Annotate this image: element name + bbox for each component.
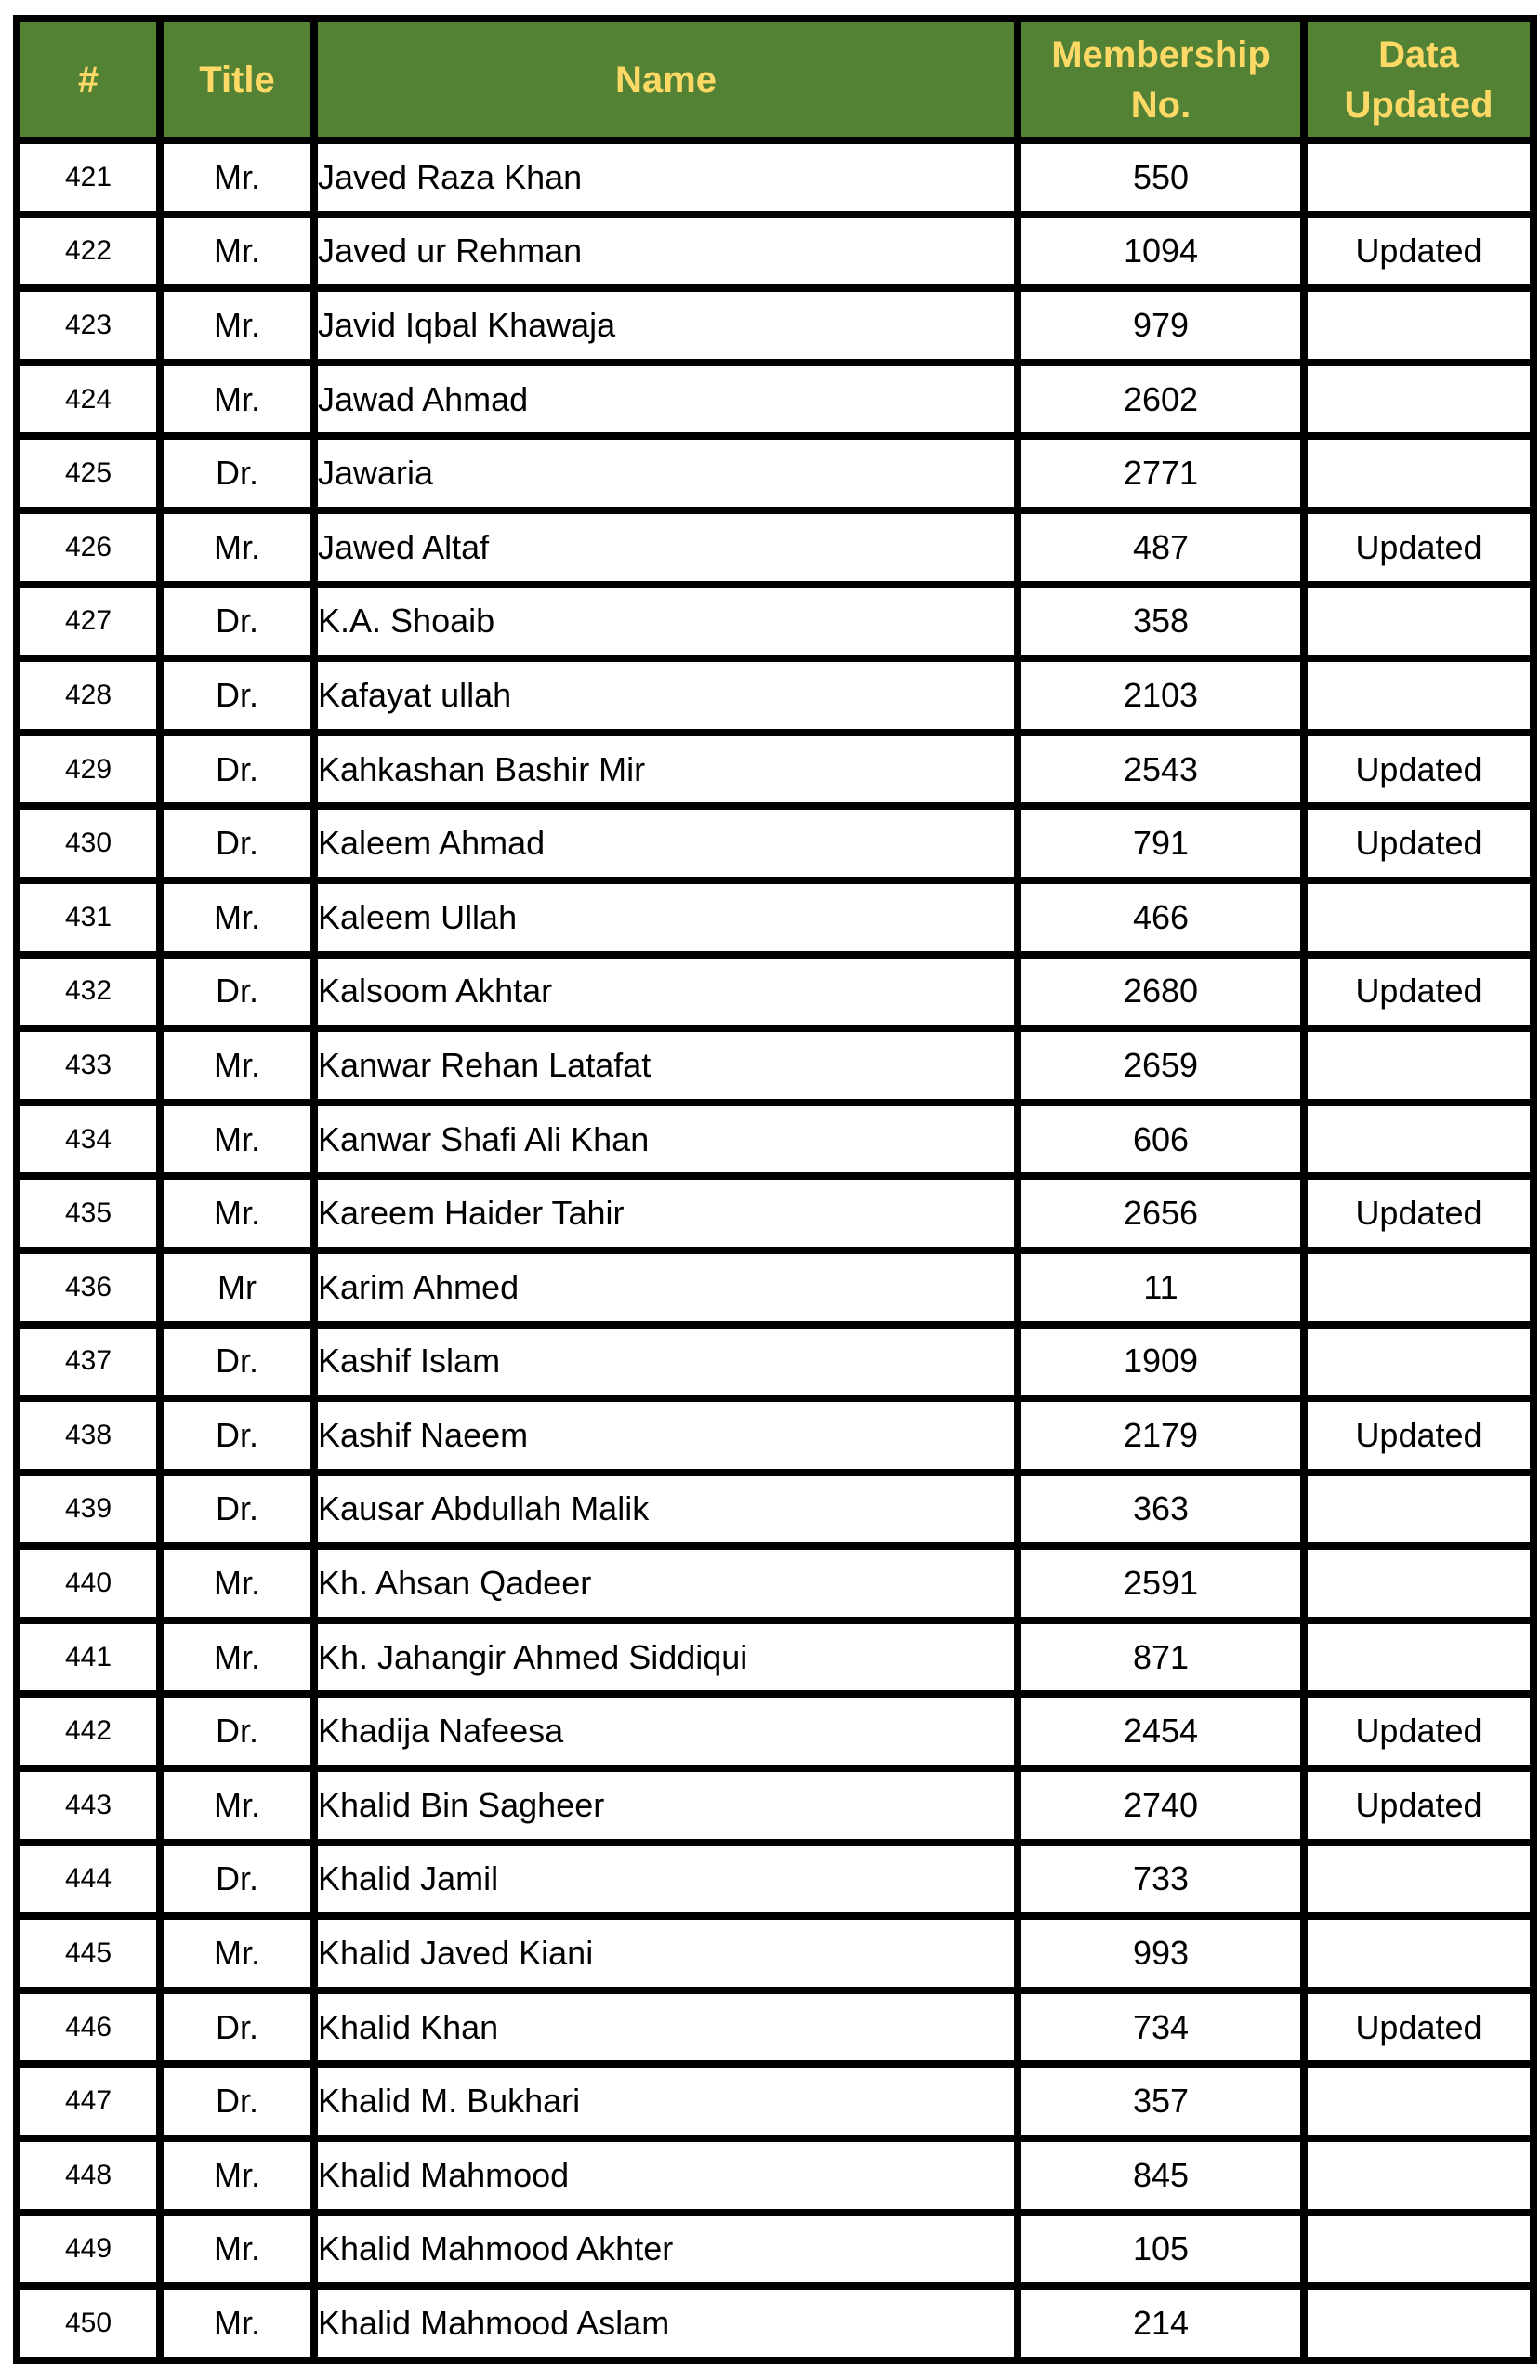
name-cell: Khadija Nafeesa <box>314 1694 1018 1768</box>
table-row <box>17 1990 1533 2065</box>
name-cell: Jawaria <box>314 436 1018 510</box>
row-number-cell: 435 <box>17 1176 160 1250</box>
title-cell: Mr. <box>160 2138 314 2213</box>
data-updated-cell <box>1304 1103 1533 1177</box>
row-number-cell: 434 <box>17 1103 160 1177</box>
name-cell: Kaleem Ullah <box>314 880 1018 955</box>
table-row <box>17 1768 1533 1843</box>
row-number-cell: 442 <box>17 1694 160 1768</box>
table-row <box>17 658 1533 733</box>
title-cell: Dr. <box>160 1325 314 1399</box>
title-cell: Dr. <box>160 1843 314 1917</box>
data-updated-cell <box>1304 363 1533 437</box>
title-cell: Mr. <box>160 1916 314 1990</box>
table-row <box>17 510 1533 585</box>
membership-number-cell: 734 <box>1018 1990 1304 2065</box>
row-number-cell: 441 <box>17 1620 160 1695</box>
data-updated-cell: Updated <box>1304 733 1533 807</box>
data-updated-cell <box>1304 1250 1533 1325</box>
table-row <box>17 1546 1533 1620</box>
membership-number-cell: 2771 <box>1018 436 1304 510</box>
data-updated-cell <box>1304 2138 1533 2213</box>
title-cell: Dr. <box>160 1694 314 1768</box>
title-cell: Mr. <box>160 140 314 215</box>
table-row <box>17 436 1533 510</box>
membership-number-cell: 2680 <box>1018 955 1304 1029</box>
membership-number-cell: 2543 <box>1018 733 1304 807</box>
membership-number-cell: 2656 <box>1018 1176 1304 1250</box>
membership-number-cell: 2454 <box>1018 1694 1304 1768</box>
name-cell: Khalid Mahmood Aslam <box>314 2286 1018 2360</box>
data-updated-cell <box>1304 658 1533 733</box>
table-row <box>17 1028 1533 1103</box>
title-cell: Mr. <box>160 1103 314 1177</box>
membership-number-cell: 2591 <box>1018 1546 1304 1620</box>
name-cell: Javid Iqbal Khawaja <box>314 288 1018 363</box>
members-table <box>13 15 1537 2364</box>
table-row <box>17 1250 1533 1325</box>
data-updated-cell <box>1304 1473 1533 1547</box>
membership-number-cell: 487 <box>1018 510 1304 585</box>
column-header-number <box>17 19 160 140</box>
name-cell: Khalid Bin Sagheer <box>314 1768 1018 1843</box>
table-row <box>17 1103 1533 1177</box>
data-updated-cell <box>1304 288 1533 363</box>
row-number-cell: 433 <box>17 1028 160 1103</box>
row-number-cell: 445 <box>17 1916 160 1990</box>
name-cell: Kausar Abdullah Malik <box>314 1473 1018 1547</box>
data-updated-cell <box>1304 436 1533 510</box>
row-number-cell: 446 <box>17 1990 160 2065</box>
row-number-cell: 428 <box>17 658 160 733</box>
row-number-cell: 425 <box>17 436 160 510</box>
row-number-cell: 438 <box>17 1398 160 1473</box>
name-cell: Kh. Ahsan Qadeer <box>314 1546 1018 1620</box>
row-number-cell: 447 <box>17 2064 160 2138</box>
membership-number-cell: 871 <box>1018 1620 1304 1695</box>
row-number-cell: 421 <box>17 140 160 215</box>
membership-number-cell: 2103 <box>1018 658 1304 733</box>
membership-number-cell: 2659 <box>1018 1028 1304 1103</box>
data-updated-cell: Updated <box>1304 1990 1533 2065</box>
membership-number-cell: 733 <box>1018 1843 1304 1917</box>
table-row <box>17 733 1533 807</box>
table-row <box>17 2064 1533 2138</box>
name-cell: Kareem Haider Tahir <box>314 1176 1018 1250</box>
column-header-name <box>314 19 1018 140</box>
data-updated-cell: Updated <box>1304 955 1533 1029</box>
membership-number-cell: 791 <box>1018 806 1304 880</box>
data-updated-cell <box>1304 1546 1533 1620</box>
title-cell: Dr. <box>160 955 314 1029</box>
title-cell: Mr. <box>160 880 314 955</box>
name-cell: Kh. Jahangir Ahmed Siddiqui <box>314 1620 1018 1695</box>
table-row <box>17 1843 1533 1917</box>
membership-number-cell: 550 <box>1018 140 1304 215</box>
title-cell: Dr. <box>160 1990 314 2065</box>
row-number-cell: 440 <box>17 1546 160 1620</box>
table-row <box>17 1916 1533 1990</box>
name-cell: Kafayat ullah <box>314 658 1018 733</box>
name-cell: Khalid Jamil <box>314 1843 1018 1917</box>
title-cell: Mr. <box>160 1768 314 1843</box>
table-row <box>17 585 1533 659</box>
row-number-cell: 450 <box>17 2286 160 2360</box>
data-updated-cell: Updated <box>1304 1694 1533 1768</box>
title-cell: Mr. <box>160 1028 314 1103</box>
row-number-cell: 431 <box>17 880 160 955</box>
membership-number-cell: 2179 <box>1018 1398 1304 1473</box>
name-cell: Karim Ahmed <box>314 1250 1018 1325</box>
title-cell: Mr. <box>160 2286 314 2360</box>
data-updated-cell: Updated <box>1304 215 1533 289</box>
data-updated-cell: Updated <box>1304 1398 1533 1473</box>
title-cell: Dr. <box>160 2064 314 2138</box>
title-cell: Mr. <box>160 288 314 363</box>
membership-number-cell: 105 <box>1018 2213 1304 2287</box>
table-row <box>17 288 1533 363</box>
membership-number-cell: 1909 <box>1018 1325 1304 1399</box>
data-updated-cell <box>1304 1325 1533 1399</box>
table-row <box>17 1176 1533 1250</box>
data-updated-cell <box>1304 140 1533 215</box>
membership-number-cell: 2602 <box>1018 363 1304 437</box>
membership-number-cell: 845 <box>1018 2138 1304 2213</box>
row-number-cell: 423 <box>17 288 160 363</box>
membership-number-cell: 466 <box>1018 880 1304 955</box>
table-row <box>17 1620 1533 1695</box>
name-cell: Jawed Altaf <box>314 510 1018 585</box>
data-updated-cell <box>1304 2213 1533 2287</box>
membership-number-cell: 606 <box>1018 1103 1304 1177</box>
title-cell: Mr. <box>160 510 314 585</box>
data-updated-cell <box>1304 1028 1533 1103</box>
membership-number-cell: 2740 <box>1018 1768 1304 1843</box>
name-cell: Kalsoom Akhtar <box>314 955 1018 1029</box>
membership-number-cell: 357 <box>1018 2064 1304 2138</box>
row-number-cell: 432 <box>17 955 160 1029</box>
header-name-label: Name <box>615 59 717 100</box>
row-number-cell: 443 <box>17 1768 160 1843</box>
header-updated-line2: Updated <box>1344 84 1494 126</box>
title-cell: Mr. <box>160 2213 314 2287</box>
header-updated-line1: Data <box>1378 33 1459 75</box>
table-row <box>17 1694 1533 1768</box>
row-number-cell: 430 <box>17 806 160 880</box>
title-cell: Mr <box>160 1250 314 1325</box>
header-number-label: # <box>77 59 99 100</box>
table-row <box>17 2138 1533 2213</box>
table-row <box>17 1473 1533 1547</box>
title-cell: Dr. <box>160 436 314 510</box>
membership-number-cell: 358 <box>1018 585 1304 659</box>
name-cell: Kanwar Rehan Latafat <box>314 1028 1018 1103</box>
row-number-cell: 439 <box>17 1473 160 1547</box>
table-row <box>17 880 1533 955</box>
membership-number-cell: 1094 <box>1018 215 1304 289</box>
title-cell: Dr. <box>160 1398 314 1473</box>
row-number-cell: 429 <box>17 733 160 807</box>
title-cell: Dr. <box>160 585 314 659</box>
name-cell: Jawad Ahmad <box>314 363 1018 437</box>
name-cell: Kanwar Shafi Ali Khan <box>314 1103 1018 1177</box>
name-cell: Javed ur Rehman <box>314 215 1018 289</box>
column-header-title <box>160 19 314 140</box>
data-updated-cell <box>1304 880 1533 955</box>
data-updated-cell <box>1304 2064 1533 2138</box>
membership-number-cell: 11 <box>1018 1250 1304 1325</box>
data-updated-cell <box>1304 1620 1533 1695</box>
title-cell: Mr. <box>160 363 314 437</box>
table-row <box>17 806 1533 880</box>
row-number-cell: 436 <box>17 1250 160 1325</box>
title-cell: Mr. <box>160 1620 314 1695</box>
data-updated-cell <box>1304 2286 1533 2360</box>
data-updated-cell: Updated <box>1304 806 1533 880</box>
table-row <box>17 140 1533 215</box>
row-number-cell: 448 <box>17 2138 160 2213</box>
membership-number-cell: 979 <box>1018 288 1304 363</box>
table-row <box>17 1325 1533 1399</box>
title-cell: Dr. <box>160 733 314 807</box>
table-body <box>17 140 1533 2360</box>
data-updated-cell: Updated <box>1304 1176 1533 1250</box>
title-cell: Mr. <box>160 1176 314 1250</box>
membership-number-cell: 993 <box>1018 1916 1304 1990</box>
name-cell: Khalid M. Bukhari <box>314 2064 1018 2138</box>
name-cell: K.A. Shoaib <box>314 585 1018 659</box>
title-cell: Mr. <box>160 215 314 289</box>
column-header-data-updated <box>1304 19 1533 140</box>
data-updated-cell <box>1304 1843 1533 1917</box>
row-number-cell: 449 <box>17 2213 160 2287</box>
header-row <box>17 19 1533 140</box>
table-row <box>17 363 1533 437</box>
table-row <box>17 955 1533 1029</box>
column-header-membership <box>1018 19 1304 140</box>
data-updated-cell <box>1304 585 1533 659</box>
title-cell: Dr. <box>160 1473 314 1547</box>
name-cell: Khalid Javed Kiani <box>314 1916 1018 1990</box>
membership-number-cell: 363 <box>1018 1473 1304 1547</box>
data-updated-cell: Updated <box>1304 510 1533 585</box>
table-row <box>17 2286 1533 2360</box>
name-cell: Kahkashan Bashir Mir <box>314 733 1018 807</box>
title-cell: Dr. <box>160 658 314 733</box>
data-updated-cell <box>1304 1916 1533 1990</box>
name-cell: Khalid Mahmood Akhter <box>314 2213 1018 2287</box>
row-number-cell: 424 <box>17 363 160 437</box>
name-cell: Khalid Mahmood <box>314 2138 1018 2213</box>
data-updated-cell: Updated <box>1304 1768 1533 1843</box>
header-title-label: Title <box>199 59 275 100</box>
row-number-cell: 427 <box>17 585 160 659</box>
membership-number-cell: 214 <box>1018 2286 1304 2360</box>
table-row <box>17 2213 1533 2287</box>
row-number-cell: 426 <box>17 510 160 585</box>
name-cell: Kashif Islam <box>314 1325 1018 1399</box>
title-cell: Dr. <box>160 806 314 880</box>
row-number-cell: 422 <box>17 215 160 289</box>
header-membership-line1: Membership <box>1051 33 1270 75</box>
header-membership-line2: No. <box>1130 84 1191 126</box>
name-cell: Javed Raza Khan <box>314 140 1018 215</box>
table-row <box>17 1398 1533 1473</box>
row-number-cell: 444 <box>17 1843 160 1917</box>
row-number-cell: 437 <box>17 1325 160 1399</box>
name-cell: Khalid Khan <box>314 1990 1018 2065</box>
name-cell: Kaleem Ahmad <box>314 806 1018 880</box>
name-cell: Kashif Naeem <box>314 1398 1018 1473</box>
table-row <box>17 215 1533 289</box>
title-cell: Mr. <box>160 1546 314 1620</box>
